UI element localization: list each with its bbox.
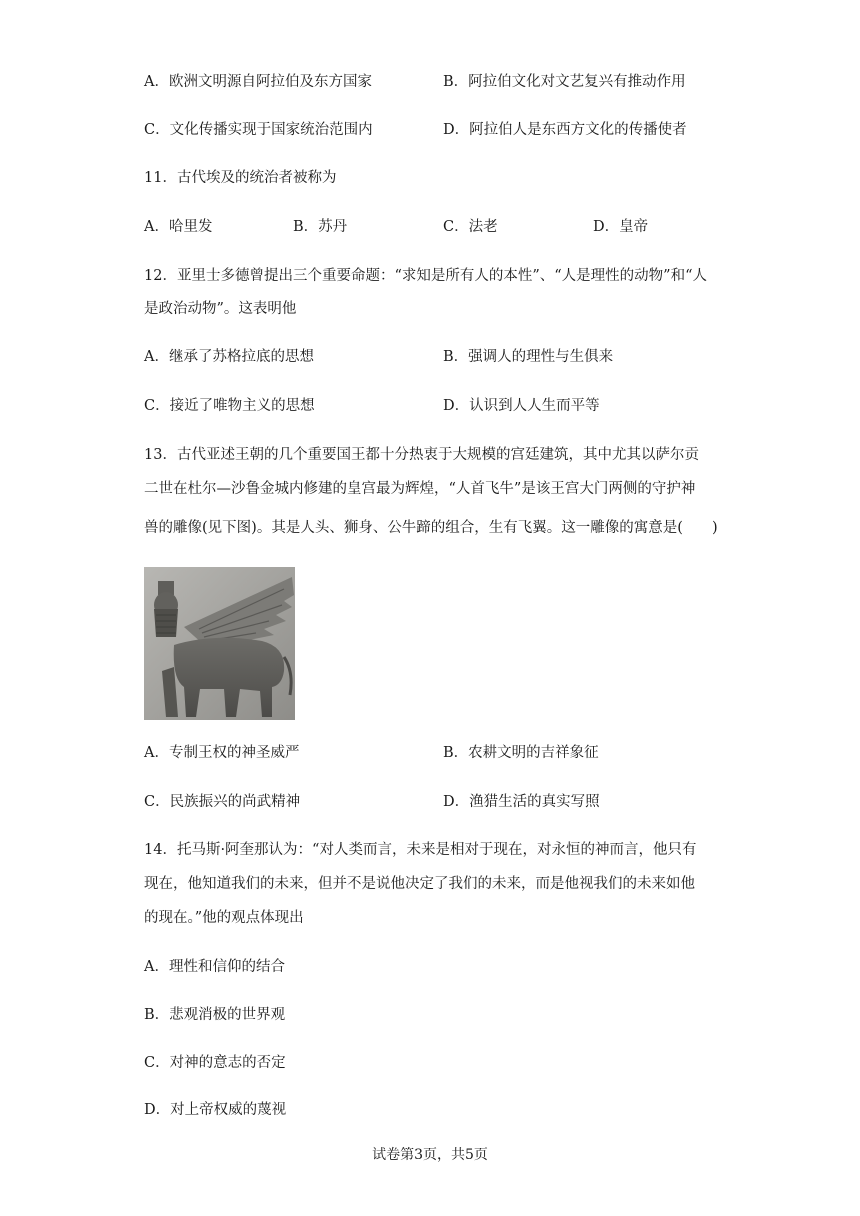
- q14-option-d: D．对上帝权威的蔑视: [144, 1102, 287, 1118]
- q10-option-a: A．欧洲文明源自阿拉伯及东方国家: [144, 74, 372, 90]
- q13-stem-line3: 兽的雕像(见下图)。其是人头、狮身、公牛蹄的组合，生有飞翼。这一雕像的寓意是( ): [144, 520, 718, 536]
- q11-option-c: C．法老: [443, 219, 498, 235]
- q12-option-c: C．接近了唯物主义的思想: [144, 398, 315, 414]
- q11-option-b: B．苏丹: [293, 219, 348, 235]
- q12-option-a: A．继承了苏格拉底的思想: [144, 349, 314, 365]
- q10-option-b: B．阿拉伯文化对文艺复兴有推动作用: [443, 74, 686, 90]
- q13-stem-line2: 二世在杜尔—沙鲁金城内修建的皇宫最为辉煌，“人首飞牛”是该王宫大门两侧的守护神: [144, 481, 696, 497]
- q13-option-d: D．渔猎生活的真实写照: [443, 794, 600, 810]
- q11-option-a: A．哈里发: [144, 219, 213, 235]
- q11-option-d: D．皇帝: [593, 219, 649, 235]
- q14-stem-line2: 现在，他知道我们的未来，但并不是说他决定了我们的未来，而是他视我们的未来如他: [144, 876, 695, 892]
- q10-option-c: C．文化传播实现于国家统治范围内: [144, 122, 373, 138]
- page-footer: 试卷第3页，共5页: [372, 1147, 488, 1163]
- q10-option-d: D．阿拉伯人是东西方文化的传播使者: [443, 122, 687, 138]
- q12-option-b: B．强调人的理性与生俱来: [443, 349, 614, 365]
- q11-stem: 11．古代埃及的统治者被称为: [144, 170, 337, 186]
- lamassu-sculpture-image: [144, 567, 295, 720]
- q12-stem-line2: 是政治动物”。这表明他: [144, 301, 297, 317]
- q14-stem-line1: 14．托马斯·阿奎那认为：“对人类而言，未来是相对于现在，对永恒的神而言，他只有: [144, 842, 697, 858]
- q13-stem-line1: 13．古代亚述王朝的几个重要国王都十分热衷于大规模的宫廷建筑，其中尤其以萨尔贡: [144, 447, 699, 463]
- q14-stem-line3: 的现在。”他的观点体现出: [144, 910, 304, 926]
- q13-option-b: B．农耕文明的吉祥象征: [443, 745, 599, 761]
- q13-option-c: C．民族振兴的尚武精神: [144, 794, 301, 810]
- q12-option-d: D．认识到人人生而平等: [443, 398, 600, 414]
- q14-option-b: B．悲观消极的世界观: [144, 1007, 286, 1023]
- q14-option-c: C．对神的意志的否定: [144, 1055, 286, 1071]
- q12-stem-line1: 12．亚里士多德曾提出三个重要命题：“求知是所有人的本性”、“人是理性的动物”和“人: [144, 268, 708, 284]
- q13-option-a: A．专制王权的神圣威严: [144, 745, 300, 761]
- q14-option-a: A．理性和信仰的结合: [144, 959, 285, 975]
